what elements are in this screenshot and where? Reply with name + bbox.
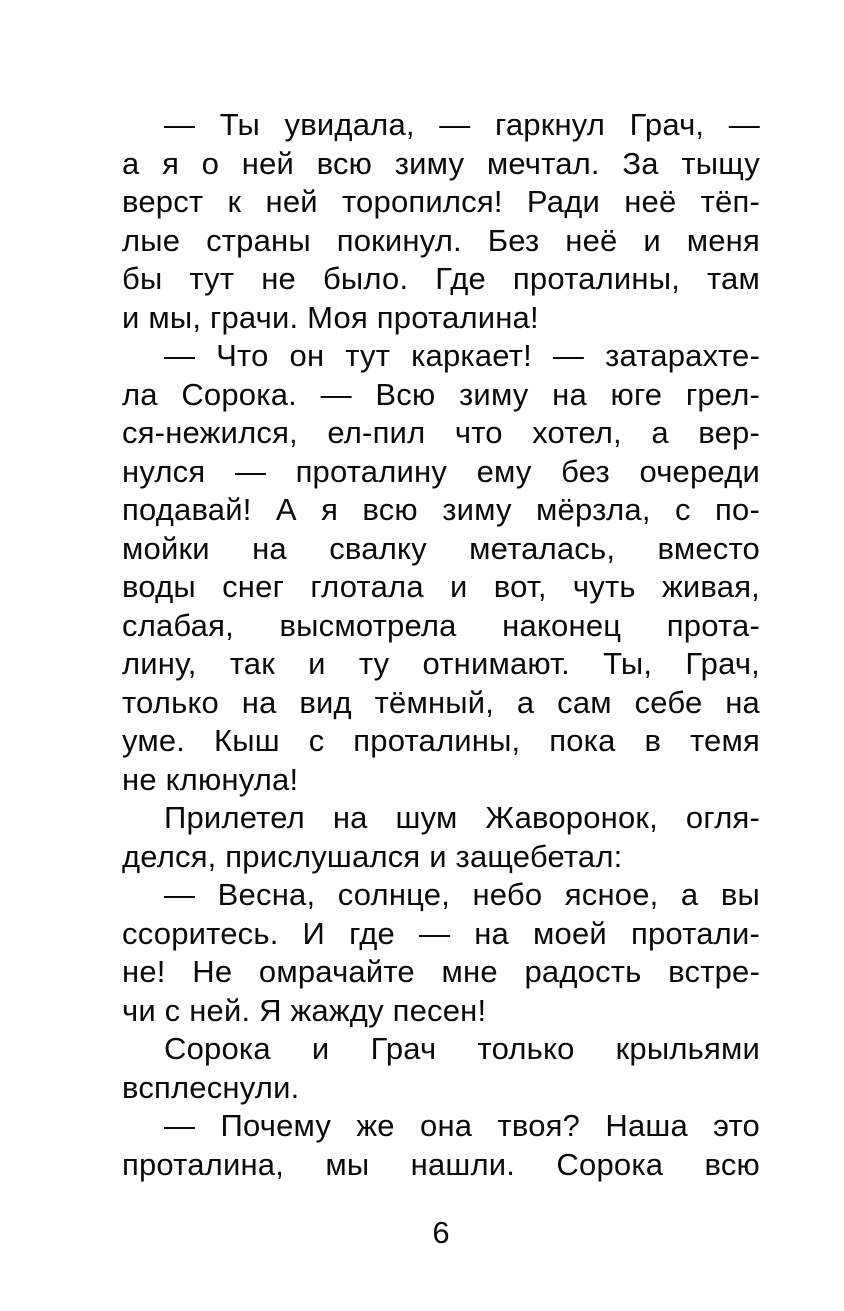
text-line: ся-нежился, ел-пил что хотел, а вер- bbox=[122, 415, 760, 450]
text-line: уме. Кыш с проталины, пока в темя bbox=[122, 723, 760, 758]
text-line: лые страны покинул. Без неё и меня bbox=[122, 222, 760, 258]
text-line: не! Не омрачайте мне радость встре- bbox=[122, 954, 760, 989]
text-line: лину, так и ту отнимают. Ты, Грач, bbox=[122, 646, 760, 681]
text-line: мойки на свалку металась, вместо bbox=[122, 530, 760, 566]
text-line: и мы, грачи. Моя проталина! bbox=[122, 299, 539, 335]
text-line: ссоритесь. И где — на моей протали- bbox=[122, 915, 760, 951]
text-line: подавай! А я всю зиму мёрзла, с по- bbox=[122, 492, 760, 527]
text-line: — Почему же она твоя? Наша это bbox=[164, 1108, 760, 1143]
text-line: чи с ней. Я жажду песен! bbox=[122, 992, 487, 1028]
text-line: верст к ней торопился! Ради неё тёп- bbox=[122, 184, 760, 219]
text-line: — Ты увидала, — гаркнул Грач, — bbox=[164, 107, 760, 142]
text-line: нулся — проталину ему без очереди bbox=[122, 453, 760, 489]
text-line: — Весна, солнце, небо ясное, а вы bbox=[164, 877, 760, 912]
text-line: только на вид тёмный, а сам себе на bbox=[122, 684, 760, 720]
text-line: а я о ней всю зиму мечтал. За тыщу bbox=[122, 145, 760, 181]
text-line: проталина, мы нашли. Сорока всю bbox=[122, 1146, 760, 1182]
text-line: слабая, высмотрела наконец прота- bbox=[122, 607, 760, 643]
text-block bbox=[122, 106, 760, 1184]
text-line: бы тут не было. Где проталины, там bbox=[122, 261, 760, 296]
text-line: Прилетел на шум Жаворонок, огля- bbox=[164, 800, 760, 835]
text-line: не клюнула! bbox=[122, 761, 299, 797]
text-line: Сорока и Грач только крыльями bbox=[164, 1031, 760, 1066]
page-number: 6 bbox=[432, 1215, 450, 1250]
text-line: всплеснули. bbox=[122, 1069, 300, 1105]
text-line: ла Сорока. — Всю зиму на юге грел- bbox=[122, 376, 760, 412]
text-line: — Что он тут каркает! — затарахте- bbox=[164, 338, 760, 373]
text-line: делся, прислушался и защебетал: bbox=[122, 838, 623, 874]
text-line: воды снег глотала и вот, чуть живая, bbox=[122, 569, 760, 604]
